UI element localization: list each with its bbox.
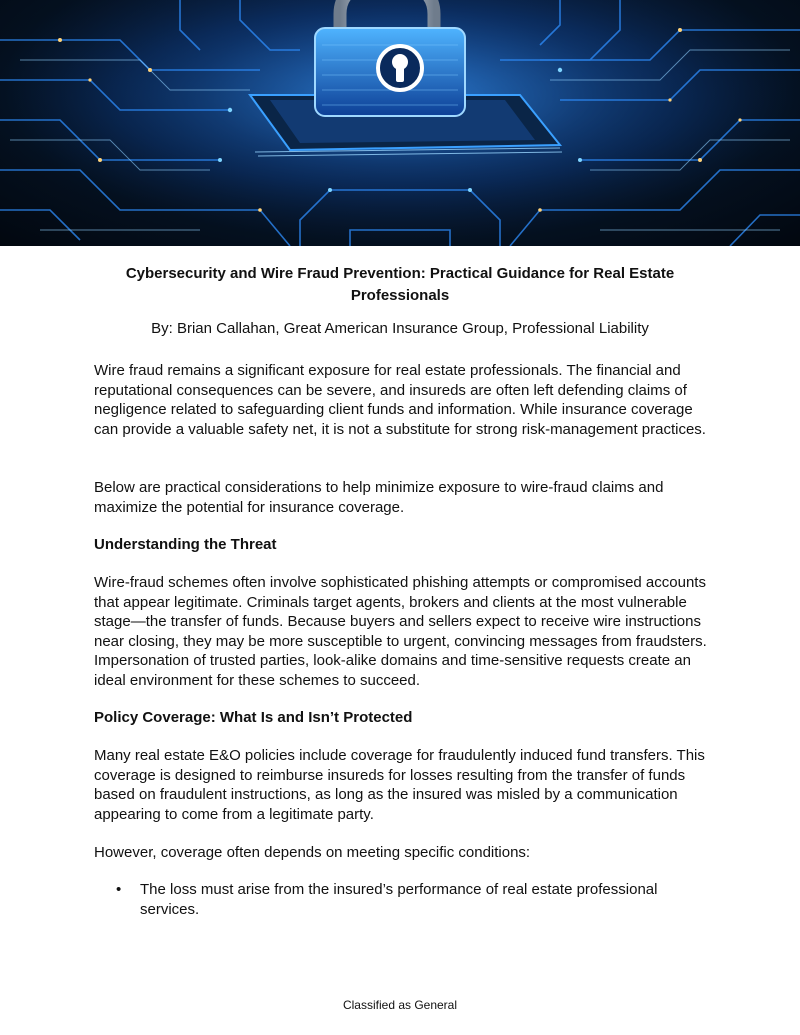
intro-paragraph: Wire fraud remains a significant exposure for real estate professionals. The financial and reputational consequences can be severe, and insureds are often left defending claims of negligence related to safeguarding client funds and information. While insurance coverage can provide a valuable safety net, it is not a substitute for strong risk-management practices. — [94, 362, 706, 438]
byline: By: Brian Callahan, Great American Insurance Group, Professional Liability — [151, 320, 649, 337]
coverage-paragraph: Many real estate E&O policies include coverage for fraudulently induced fund transfers. This coverage is designed to reimburse insureds for losses resulting from the transfer of funds based on fraudulent instructions, as long as the insured was misled by a communication appearing to come from a legitimate party. — [94, 747, 705, 823]
threat-paragraph: Wire-fraud schemes often involve sophisticated phishing attempts or compromised accounts that appear legitimate. Criminals target agents, brokers and clients at the most vulnerable stage—the transfer of funds. Because buyers and sellers expect to receive wire instructions near closing, they may be more susceptible to urgent, convincing messages from fraudsters. Impersonation of trusted parties, look-alike domains and time-sensitive requests create an ideal environment for these schemes to succeed. — [94, 574, 707, 689]
list-item — [94, 880, 700, 920]
conditions-list — [94, 880, 714, 920]
hero-image — [0, 0, 800, 246]
article-title: Cybersecurity and Wire Fraud Prevention: Practical Guidance for Real Estate Professionals — [125, 265, 675, 304]
considerations-paragraph: Below are practical considerations to help minimize exposure to wire-fraud claims and maximize the potential for insurance coverage. — [94, 479, 664, 516]
circuit-board-padlock-icon — [0, 0, 800, 246]
classification-footer: Classified as General — [342, 998, 458, 1012]
section-heading-threat: Understanding the Threat — [94, 536, 277, 553]
conditions-paragraph: However, coverage often depends on meeting specific conditions: — [94, 844, 531, 861]
section-heading-policy-coverage: Policy Coverage: What Is and Isn’t Protected — [94, 709, 413, 726]
bullet-icon: • — [116, 881, 122, 898]
list-item-text: The loss must arise from the insured’s performance of real estate professional services. — [140, 881, 658, 918]
